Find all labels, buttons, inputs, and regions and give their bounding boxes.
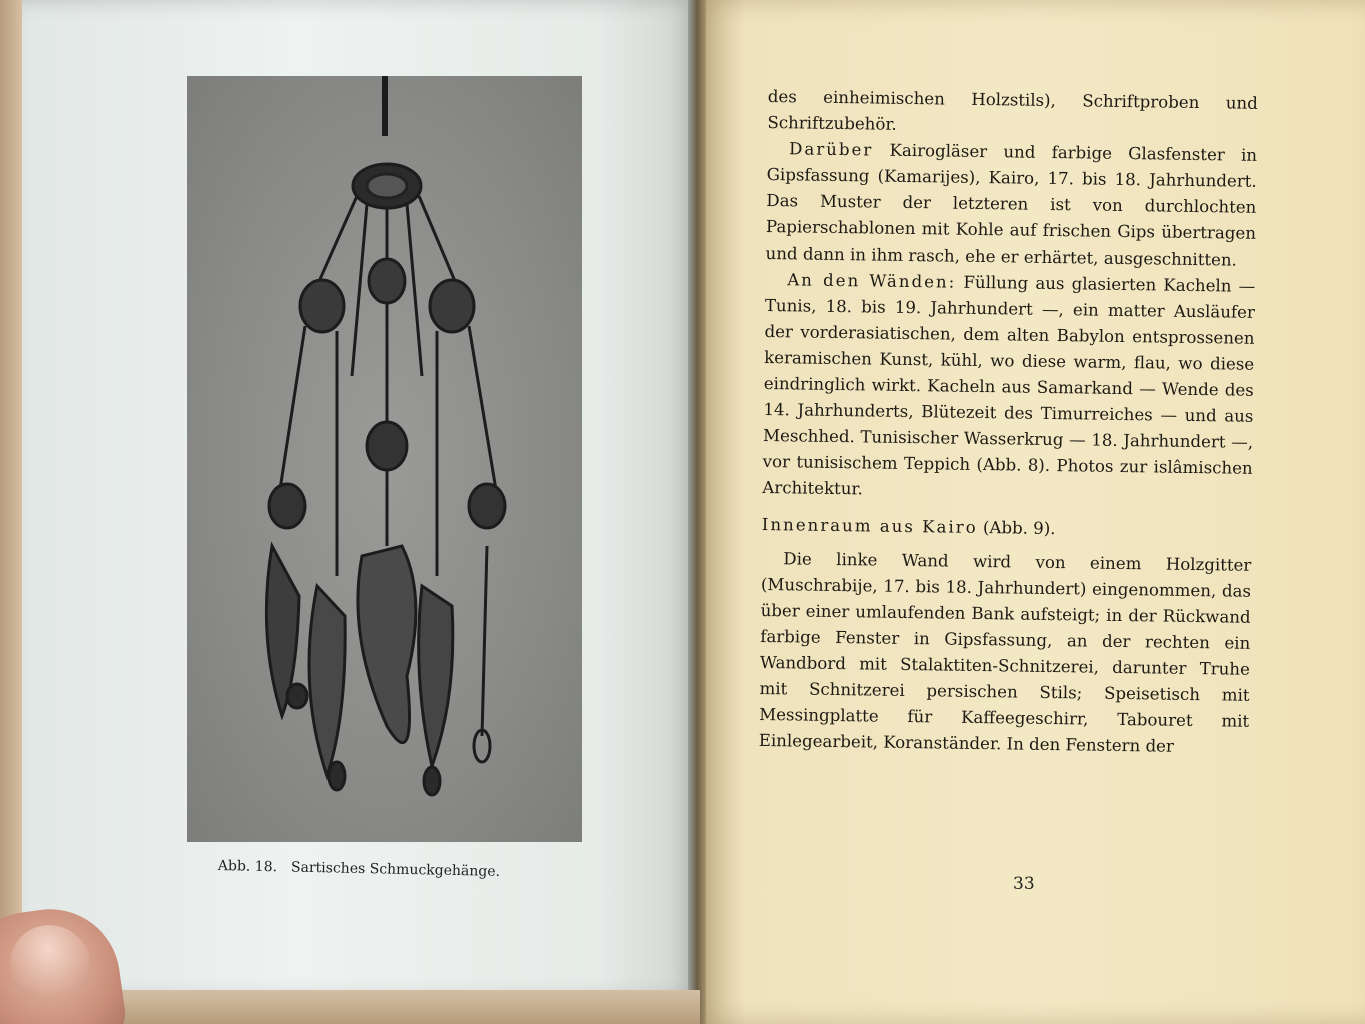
paragraph-1: des einheimischen Holzstils), Schriftproben und Schriftzubehör.: [767, 86, 1258, 134]
section-heading: [762, 511, 1252, 544]
paragraph-3-body: Füllung aus glasierten Kacheln — Tunis, 18. bis 19. Jahrhundert —, ein matter Ausläufer der vorderasiatischen, dem alten Babylon entsprossenen keramischen Kunst, kühl, wo diese warm, flau, wo diese eindringlich wirkt. Kacheln aus Samarkand — Wende des 14. Jahrhunderts, Blütezeit des Timurreiches — und aus Meschhed. Tunisischer Wasserkrug — 18. Jahrhundert —, vor tunisischem Teppich (Abb. 8). Photos zur islâmischen Architektur.: [762, 272, 1256, 499]
photo-plate: [187, 76, 582, 842]
figure-caption-text: Sartisches Schmuckgehänge.: [290, 859, 501, 880]
section-heading-rest: (Abb. 9).: [977, 517, 1056, 538]
right-page-text: [759, 84, 1258, 761]
figure-caption-number: Abb. 18.: [217, 858, 278, 876]
pendant-illustration: [187, 76, 582, 842]
paragraph-4: Die linke Wand wird von einem Holzgitter (Muschrabije, 17. bis 18. Jahrhundert) eingenommen, das über einer umlaufenden Bank aufsteigt; in der Rückwand farbige Fenster in Gipsfassung, an der rechten ein Wandbord mit Stalaktiten-Schnitzerei, darunter Truhe mit Schnitzerei persischen Stils; Speisetisch mit Messingplatte für Kaffeegeschirr, Tabouret mit Einlegearbeit, Koranständer. In den Fenstern der: [758, 548, 1252, 756]
paragraph-2-spaced: Darüber: [788, 139, 874, 160]
figure-jewelry-photo: [187, 76, 582, 842]
book-gutter: [688, 0, 706, 1024]
paragraph-3: [762, 267, 1255, 509]
paragraph-2: [765, 136, 1257, 273]
paragraph-2-body: Kairogläser und farbige Glasfenster in Gipsfassung (Kamarijes), Kairo, 17. bis 18. Jahrhundert. Das Muster der letzteren ist von durchlochten Papierschablonen mit Kohle auf frischen Gips übertragen und dann in ihm rasch, ehe er erhärtet, ausgeschnitten.: [765, 140, 1258, 270]
paragraph-3-spaced: An den Wänden:: [787, 269, 957, 292]
section-heading-spaced: Innenraum aus Kairo: [761, 514, 978, 537]
page-number: 33: [1013, 874, 1035, 894]
